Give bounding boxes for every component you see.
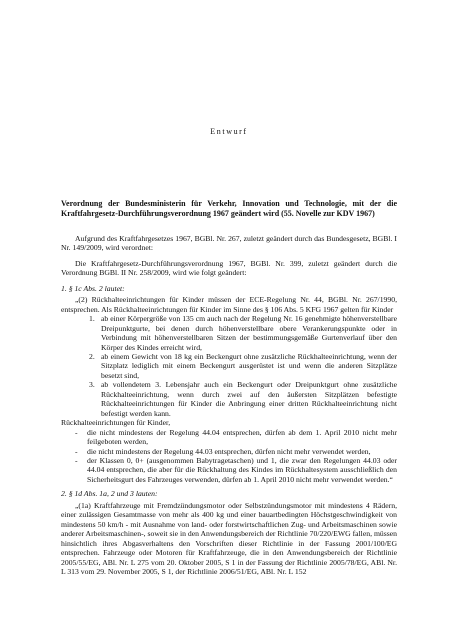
- list-item-text: ab einem Gewicht von 18 kg ein Beckengurt ohne zusätzliche Rückhalteeinrichtung, wenn der Sitzplatz lediglich mit einem Beckengurt ausgerüstet ist und wenn die anderen Sitzplätze besetzt sind,: [101, 351, 397, 380]
- draft-header: Entwurf: [210, 127, 248, 136]
- list-item-number: 3.: [89, 380, 95, 390]
- list-item: [89, 352, 397, 380]
- section-1-after-list: Rückhalteeinrichtungen für Kinder,: [61, 418, 171, 428]
- dash-item: [75, 428, 397, 447]
- dash-item-text: die nicht mindestens der Regelung 44.04 entsprechen, dürfen ab dem 1. April 2010 nicht mehr feilgeboten werden,: [87, 427, 397, 447]
- amendment-intro-paragraph: Die Kraftfahrgesetz-Durchführungsverordnung 1967, BGBl. Nr. 399, zuletzt geändert durch die Verordnung BGBl. II Nr. 258/2009, wird wie folgt geändert:: [61, 258, 397, 278]
- section-2-heading: 2. § 1d Abs. 1a, 2 und 3 lauten:: [61, 489, 158, 499]
- dash-item-text: der Klassen 0, 0+ (ausgenommen Babytragetaschen) und 1, die zwar den Regelungen 44.03 oder 44.04 entsprechen, die aber für die Rückhaltung des Kindes im Rückhaltesystem ausschließlich den Sicherheitsgurt des Fahrzeuges verwenden, dürfen ab 1. April 2010 nicht mehr verwendet werden.“: [87, 455, 397, 484]
- list-item-number: 2.: [89, 351, 95, 361]
- dash-item: [75, 456, 397, 484]
- section-1-heading: 1. § 1c Abs. 2 lautet:: [61, 283, 125, 293]
- section-1-quote: „(2) Rückhalteeinrichtungen für Kinder müssen der ECE-Regelung Nr. 44, BGBl. Nr. 267/1990, entsprechen. Als Rückhalteeinrichtungen für Kinder im Sinne des § 106 Abs. 5 KFG 1967 gelten für Kinder: [61, 295, 397, 314]
- dash-mark: -: [75, 427, 78, 437]
- legal-basis-paragraph: Aufgrund des Kraftfahrgesetzes 1967, BGBl. Nr. 267, zuletzt geändert durch das Bundesgesetz, BGBl. I Nr. 149/2009, wird verordnet:: [61, 234, 397, 253]
- dash-item: [75, 447, 397, 456]
- dash-mark: -: [75, 446, 78, 456]
- list-item-number: 1.: [89, 314, 95, 324]
- ordinance-title: Verordnung der Bundesministerin für Verkehr, Innovation und Technologie, mit der die Kraftfahrgesetz-Durchführungsverordnung 1967 geändert wird (55. Novelle zur KDV 1967): [61, 199, 397, 218]
- dash-mark: -: [75, 455, 78, 465]
- section-2-quote: „(1a) Kraftfahrzeuge mit Fremdzündungsmotor oder Selbstzündungsmotor mit mindestens 4 Rädern, einer zulässigen Gesamtmasse von mehr als 400 kg und einer bauartbedingten Höchstgeschwindigkeit von mindestens 50 km/h - mit Ausnahme von land- oder forstwirtschaftlichen Zug- und Arbeitsmaschinen sowie anderer Arbeitsmaschinen-, soweit sie in den Anwendungsbereich der Richtlinie 70/220/EWG fallen, müssen hinsichtlich ihres Abgasverhaltens den Vorschriften dieser Richtlinie in der Fassung 2001/100/EG entsprechen. Fahrzeuge oder Motoren für Kraftfahrzeuge, die in den Anwendungsbereich der Richtlinie 2005/55/EG, ABl. Nr. L 275 vom 20. Oktober 2005, S 1 in der Fassung der Richtlinie 2005/78/EG, ABl. Nr. L 313 vom 29. November 2005, S 1, der Richtlinie 2006/51/EG, ABl. Nr. L 152: [61, 500, 397, 576]
- list-item-text: ab vollendetem 3. Lebensjahr auch ein Beckengurt oder Dreipunktgurt ohne zusätzliche Rückhalteeinrichtung, wenn durch zwei auf den äußersten Sitzplätzen befestigte Rückhalteeinrichtungen für Kinder die Anbringung einer dritten Rückhalteeinrichtung nicht befestigt werden kann.: [101, 380, 397, 418]
- list-item: [89, 314, 397, 352]
- list-item-text: ab einer Körpergröße von 135 cm auch nach der Regelung Nr. 16 genehmigte höhenverstellbare Dreipunktgurte, bei denen durch höhenverstellbare obere Verankerungspunkte oder in Verbindung mit höhenverstellbaren Sitzen der bestimmungsgemäße Gurtenverlauf über den Körper des Kindes erreicht wird,: [101, 314, 397, 352]
- dash-item-text: die nicht mindestens der Regelung 44.03 entsprechen, dürfen nicht mehr verwendet werden,: [87, 446, 371, 456]
- section-1-numbered-list: [61, 314, 397, 418]
- list-item: [89, 380, 397, 418]
- ordinance-text: [61, 234, 397, 576]
- section-1-dash-list: [61, 428, 397, 485]
